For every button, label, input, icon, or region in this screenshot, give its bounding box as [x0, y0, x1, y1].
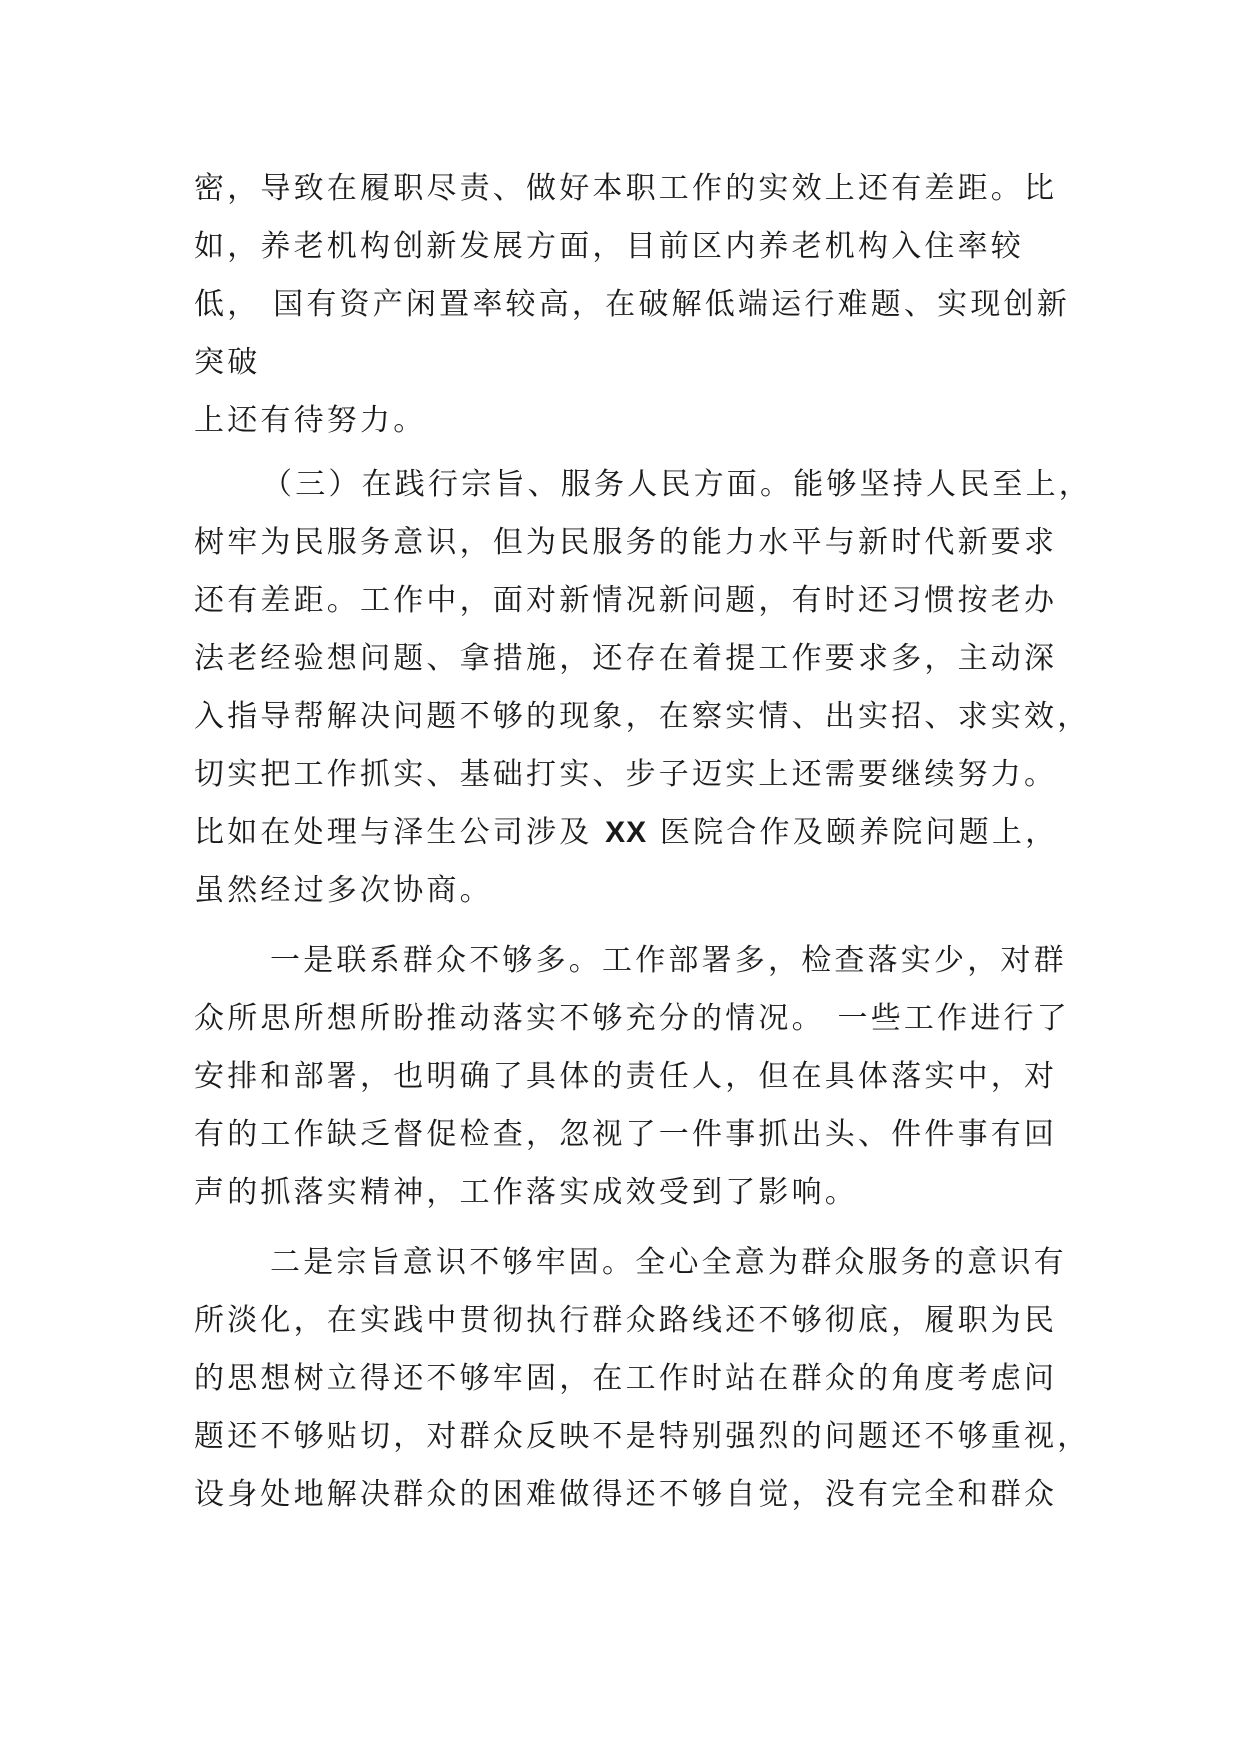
paragraph-3-line-4: 有的工作缺乏督促检查，忽视了一件事抓出头、件件事有回	[194, 1117, 1058, 1152]
paragraph-1-line-2: 如，养老机构创新发展方面，目前区内养老机构入住率较	[194, 229, 1024, 264]
paragraph-2-line-8: 虽然经过多次协商。	[194, 873, 493, 908]
paragraph-2-line-7-start: 比如在处理与泽生公司涉及	[194, 815, 606, 850]
paragraph-3-line-3: 安排和部署，也明确了具体的责任人，但在具体落实中，对	[194, 1059, 1058, 1094]
document-body	[194, 160, 1092, 1524]
paragraph-2-line-3: 还有差距。工作中，面对新情况新问题，有时还习惯按老办	[194, 583, 1058, 618]
paragraph-2-line-1: （三）在践行宗旨、服务人民方面。能够坚持人民至上，	[262, 467, 1092, 502]
paragraph-1-line-3: 低， 国有资产闲置率较高，在破解低端运行难题、实现创新	[194, 287, 1070, 322]
paragraph-2-line-5: 入指导帮解决问题不够的现象，在察实情、出实招、求实效，	[194, 699, 1091, 734]
paragraph-2-line-2: 树牢为民服务意识，但为民服务的能力水平与新时代新要求	[194, 525, 1058, 560]
paragraph-3-line-1: 一是联系群众不够多。工作部署多，检查落实少，对群	[270, 943, 1067, 978]
paragraph-3-line-5: 声的抓落实精神，工作落实成效受到了影响。	[194, 1175, 858, 1210]
paragraph-2-line-7-end: 医院合作及颐养院问题上，	[647, 815, 1059, 850]
paragraph-4	[194, 1234, 1091, 1524]
paragraph-4-line-3: 的思想树立得还不够牢固，在工作时站在群众的角度考虑问	[194, 1361, 1058, 1396]
paragraph-1-line-4: 突破	[194, 345, 261, 380]
paragraph-1-line-5: 上还有待努力。	[194, 403, 427, 438]
paragraph-2-line-7	[194, 804, 1074, 862]
paragraph-1	[194, 160, 1074, 450]
paragraph-4-line-2: 所淡化，在实践中贯彻执行群众路线还不够彻底，履职为民	[194, 1303, 1058, 1338]
paragraph-2	[194, 456, 1092, 920]
paragraph-4-line-4: 题还不够贴切，对群众反映不是特别强烈的问题还不够重视，	[194, 1419, 1091, 1454]
paragraph-2-line-4: 法老经验想问题、拿措施，还存在着提工作要求多，主动深	[194, 641, 1058, 676]
paragraph-4-line-5: 设身处地解决群众的困难做得还不够自觉，没有完全和群众	[194, 1477, 1058, 1512]
paragraph-4-line-1: 二是宗旨意识不够牢固。全心全意为群众服务的意识有	[270, 1245, 1067, 1280]
paragraph-3	[194, 932, 1074, 1222]
placeholder-xx: XX	[605, 816, 648, 849]
paragraph-2-line-6: 切实把工作抓实、基础打实、步子迈实上还需要继续努力。	[194, 757, 1058, 792]
paragraph-1-line-1: 密，导致在履职尽责、做好本职工作的实效上还有差距。比	[194, 171, 1058, 206]
paragraph-3-line-2: 众所思所想所盼推动落实不够充分的情况。 一些工作进行了	[194, 1001, 1070, 1036]
